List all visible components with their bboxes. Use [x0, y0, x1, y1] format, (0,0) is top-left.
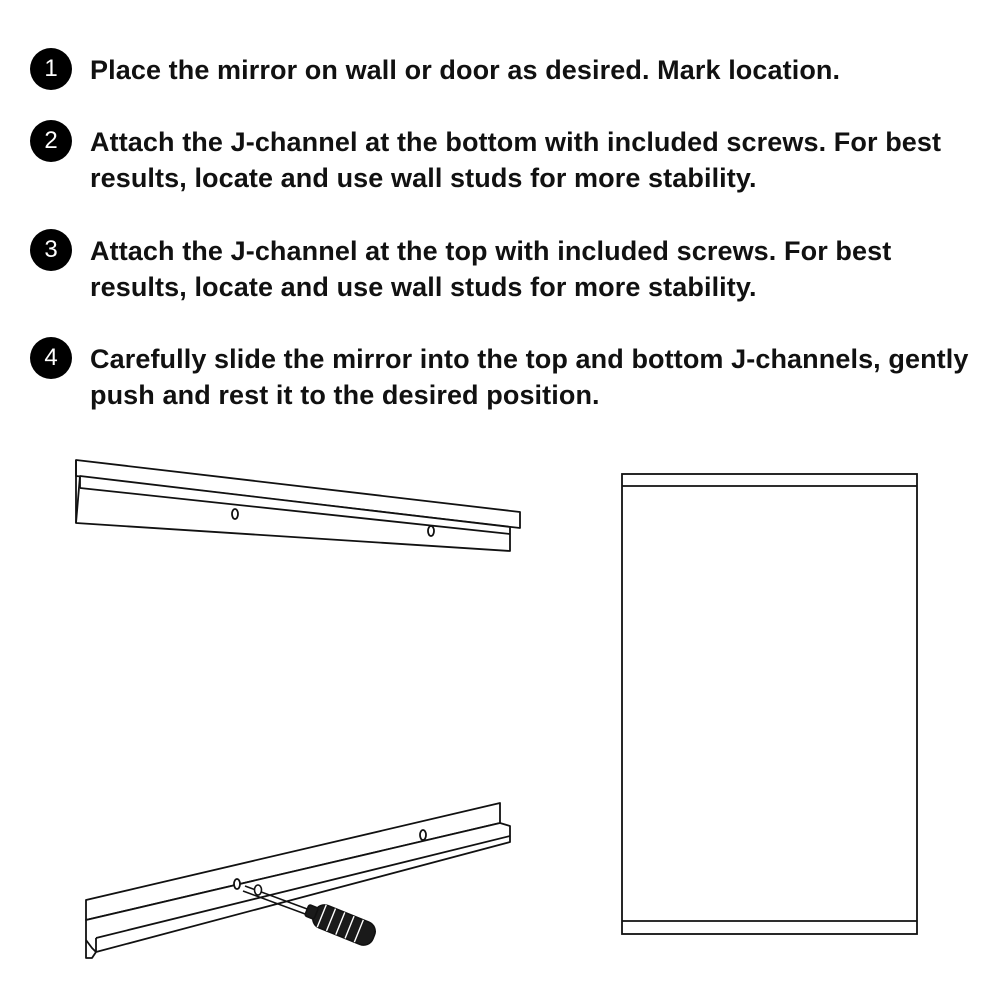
step-text: Attach the J-channel at the top with included screws. For best results, locate and use wall studs for more stability. — [90, 236, 892, 302]
step-text: Attach the J-channel at the bottom with included screws. For best results, locate and use wall studs for more stability. — [90, 127, 942, 193]
mirror-icon — [622, 474, 917, 934]
step-text: Place the mirror on wall or door as desired. Mark location. — [90, 55, 841, 85]
j-channel-bottom-icon — [86, 803, 510, 958]
step-text: Carefully slide the mirror into the top and bottom J-channels, gently push and rest it to the desired position. — [90, 344, 969, 410]
step-number-badge: 2 — [30, 120, 72, 162]
j-channel-top-icon — [76, 460, 520, 551]
step-number-badge: 1 — [30, 48, 72, 90]
step-number-badge: 3 — [30, 229, 72, 271]
step-number-badge: 4 — [30, 337, 72, 379]
